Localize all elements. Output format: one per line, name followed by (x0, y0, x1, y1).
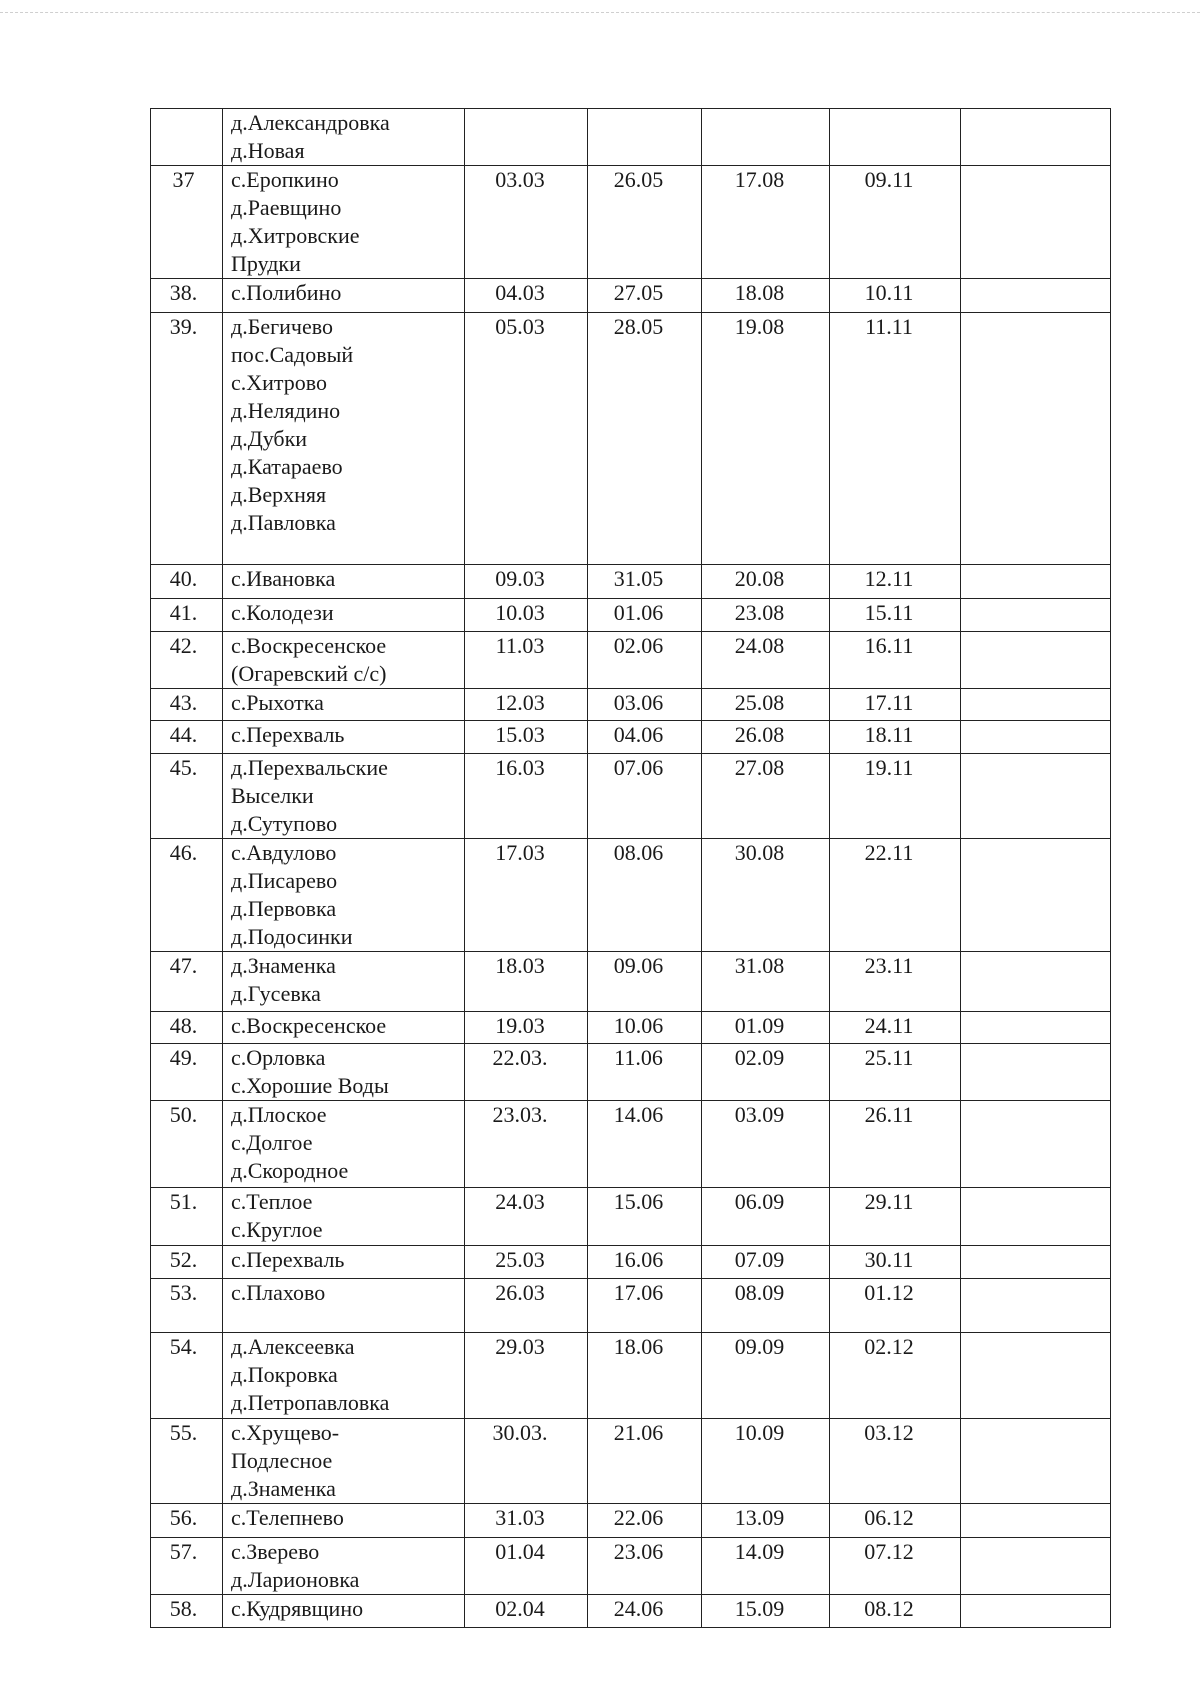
date-cell-4: 24.11 (830, 1012, 961, 1044)
table-row (151, 1538, 1111, 1595)
date-cell-3: 06.09 (702, 1188, 830, 1246)
date-cell-1: 23.03. (465, 1101, 588, 1188)
notes-cell (961, 839, 1111, 952)
settlement-name: с.Зверево (231, 1539, 320, 1564)
table-row (151, 599, 1111, 632)
date-cell-3: 26.08 (702, 721, 830, 754)
date-cell-4: 12.11 (830, 565, 961, 599)
row-number: 46. (151, 839, 223, 952)
notes-cell (961, 1419, 1111, 1504)
notes-cell (961, 565, 1111, 599)
settlement-name: с.Ивановка (231, 566, 336, 591)
notes-cell (961, 313, 1111, 565)
row-number: 47. (151, 952, 223, 1012)
table-row (151, 754, 1111, 839)
settlements-cell (223, 1504, 465, 1538)
row-number: 52. (151, 1246, 223, 1279)
settlement-name: д.Катараево (231, 454, 343, 479)
notes-cell (961, 1101, 1111, 1188)
row-number: 58. (151, 1595, 223, 1628)
settlement-name: д.Плоское (231, 1102, 327, 1127)
date-cell-4: 02.12 (830, 1333, 961, 1419)
date-cell-1: 10.03 (465, 599, 588, 632)
settlement-name: д.Ларионовка (231, 1567, 360, 1592)
date-cell-1: 25.03 (465, 1246, 588, 1279)
date-cell-4: 25.11 (830, 1044, 961, 1101)
date-cell-3: 13.09 (702, 1504, 830, 1538)
settlements-cell (223, 754, 465, 839)
date-cell-3: 19.08 (702, 313, 830, 565)
date-cell-3: 27.08 (702, 754, 830, 839)
date-cell-2: 09.06 (588, 952, 702, 1012)
date-cell-1: 17.03 (465, 839, 588, 952)
notes-cell (961, 952, 1111, 1012)
date-cell-2: 28.05 (588, 313, 702, 565)
date-cell-2: 14.06 (588, 1101, 702, 1188)
date-cell-4 (830, 109, 961, 166)
row-number: 40. (151, 565, 223, 599)
date-cell-3 (702, 109, 830, 166)
notes-cell (961, 1279, 1111, 1333)
date-cell-1: 04.03 (465, 279, 588, 313)
notes-cell (961, 1246, 1111, 1279)
table-row (151, 1419, 1111, 1504)
table-row (151, 109, 1111, 166)
settlements-cell (223, 1538, 465, 1595)
date-cell-2: 31.05 (588, 565, 702, 599)
date-cell-3: 18.08 (702, 279, 830, 313)
date-cell-1: 11.03 (465, 632, 588, 689)
row-number: 50. (151, 1101, 223, 1188)
date-cell-2: 04.06 (588, 721, 702, 754)
table-row (151, 313, 1111, 565)
date-cell-4: 10.11 (830, 279, 961, 313)
table-row (151, 166, 1111, 279)
settlement-name: с.Телепнево (231, 1505, 344, 1530)
notes-cell (961, 279, 1111, 313)
settlement-name: (Огаревский с/с) (231, 661, 387, 686)
date-cell-2: 16.06 (588, 1246, 702, 1279)
date-cell-4: 06.12 (830, 1504, 961, 1538)
date-cell-2: 15.06 (588, 1188, 702, 1246)
notes-cell (961, 599, 1111, 632)
table-row (151, 1044, 1111, 1101)
table-row (151, 1333, 1111, 1419)
row-number: 39. (151, 313, 223, 565)
settlements-cell (223, 1044, 465, 1101)
notes-cell (961, 1538, 1111, 1595)
date-cell-2: 23.06 (588, 1538, 702, 1595)
date-cell-2: 02.06 (588, 632, 702, 689)
date-cell-4: 29.11 (830, 1188, 961, 1246)
schedule-table (150, 108, 1111, 1628)
date-cell-4: 17.11 (830, 689, 961, 721)
settlement-name: с.Хорошие Воды (231, 1073, 389, 1098)
date-cell-3: 02.09 (702, 1044, 830, 1101)
settlement-name: д.Петропавловка (231, 1390, 390, 1415)
settlement-name: с.Плахово (231, 1280, 326, 1305)
date-cell-3: 20.08 (702, 565, 830, 599)
date-cell-3: 31.08 (702, 952, 830, 1012)
settlement-name: д.Александровка (231, 110, 390, 135)
settlements-cell (223, 1012, 465, 1044)
settlement-name: с.Кудрявщино (231, 1596, 364, 1621)
settlements-cell (223, 689, 465, 721)
settlement-name: д.Раевщино (231, 195, 342, 220)
date-cell-2: 03.06 (588, 689, 702, 721)
row-number: 51. (151, 1188, 223, 1246)
settlement-name: с.Орловка (231, 1045, 326, 1070)
settlement-name: д.Верхняя (231, 482, 327, 507)
settlement-name: Подлесное (231, 1448, 333, 1473)
settlement-name: д.Покровка (231, 1362, 338, 1387)
settlements-cell (223, 721, 465, 754)
settlement-name: Выселки (231, 783, 314, 808)
date-cell-2 (588, 109, 702, 166)
notes-cell (961, 1504, 1111, 1538)
row-number: 45. (151, 754, 223, 839)
settlement-name: д.Писарево (231, 868, 338, 893)
table-row (151, 839, 1111, 952)
settlement-name: д.Скородное (231, 1158, 349, 1183)
settlement-name: с.Колодези (231, 600, 334, 625)
table-row (151, 952, 1111, 1012)
date-cell-1: 30.03. (465, 1419, 588, 1504)
row-number: 56. (151, 1504, 223, 1538)
settlement-name: д.Дубки (231, 426, 308, 451)
date-cell-2: 07.06 (588, 754, 702, 839)
settlements-cell (223, 166, 465, 279)
date-cell-1: 19.03 (465, 1012, 588, 1044)
settlement-name: д.Знаменка (231, 1476, 336, 1501)
settlements-cell (223, 1246, 465, 1279)
date-cell-2: 26.05 (588, 166, 702, 279)
settlement-name: Прудки (231, 251, 301, 276)
date-cell-3: 17.08 (702, 166, 830, 279)
date-cell-3: 10.09 (702, 1419, 830, 1504)
table-row (151, 721, 1111, 754)
settlement-name: д.Нелядино (231, 398, 341, 423)
row-number: 49. (151, 1044, 223, 1101)
date-cell-1: 26.03 (465, 1279, 588, 1333)
settlement-name: с.Воскресенское (231, 1013, 387, 1038)
settlement-name: д.Алексеевка (231, 1334, 355, 1359)
date-cell-2: 01.06 (588, 599, 702, 632)
row-number: 44. (151, 721, 223, 754)
settlement-name: д.Бегичево (231, 314, 333, 339)
date-cell-1 (465, 109, 588, 166)
table-row (151, 1279, 1111, 1333)
settlements-cell (223, 313, 465, 565)
settlement-name: с.Авдулово (231, 840, 337, 865)
date-cell-4: 01.12 (830, 1279, 961, 1333)
table-row (151, 1504, 1111, 1538)
date-cell-1: 01.04 (465, 1538, 588, 1595)
settlement-name: д.Первовка (231, 896, 337, 921)
settlements-cell (223, 1333, 465, 1419)
date-cell-3: 30.08 (702, 839, 830, 952)
date-cell-3: 09.09 (702, 1333, 830, 1419)
table-row (151, 1012, 1111, 1044)
settlement-name: пос.Садовый (231, 342, 354, 367)
date-cell-1: 02.04 (465, 1595, 588, 1628)
row-number: 55. (151, 1419, 223, 1504)
table-row (151, 565, 1111, 599)
settlement-name: с.Воскресенское (231, 633, 387, 658)
notes-cell (961, 721, 1111, 754)
row-number: 37 (151, 166, 223, 279)
date-cell-1: 24.03 (465, 1188, 588, 1246)
row-number: 57. (151, 1538, 223, 1595)
settlements-cell (223, 565, 465, 599)
settlement-name: с.Теплое (231, 1189, 313, 1214)
date-cell-4: 26.11 (830, 1101, 961, 1188)
date-cell-4: 11.11 (830, 313, 961, 565)
date-cell-1: 12.03 (465, 689, 588, 721)
date-cell-4: 22.11 (830, 839, 961, 952)
date-cell-4: 30.11 (830, 1246, 961, 1279)
date-cell-4: 16.11 (830, 632, 961, 689)
settlement-name: с.Хрущево- (231, 1420, 340, 1445)
date-cell-2: 22.06 (588, 1504, 702, 1538)
settlements-cell (223, 1595, 465, 1628)
row-number: 48. (151, 1012, 223, 1044)
table-row (151, 1595, 1111, 1628)
settlement-name: с.Еропкино (231, 167, 339, 192)
date-cell-2: 17.06 (588, 1279, 702, 1333)
date-cell-1: 22.03. (465, 1044, 588, 1101)
row-number: 43. (151, 689, 223, 721)
date-cell-1: 15.03 (465, 721, 588, 754)
table-row (151, 689, 1111, 721)
date-cell-4: 23.11 (830, 952, 961, 1012)
settlement-name: д.Новая (231, 138, 305, 163)
date-cell-1: 18.03 (465, 952, 588, 1012)
notes-cell (961, 1595, 1111, 1628)
date-cell-2: 11.06 (588, 1044, 702, 1101)
notes-cell (961, 166, 1111, 279)
settlement-name: д.Подосинки (231, 924, 353, 949)
settlement-name: с.Круглое (231, 1217, 323, 1242)
date-cell-3: 08.09 (702, 1279, 830, 1333)
date-cell-3: 15.09 (702, 1595, 830, 1628)
date-cell-1: 29.03 (465, 1333, 588, 1419)
settlements-cell (223, 839, 465, 952)
date-cell-3: 23.08 (702, 599, 830, 632)
schedule-table-body (151, 109, 1111, 1628)
settlements-cell (223, 599, 465, 632)
settlement-name: с.Долгое (231, 1130, 313, 1155)
notes-cell (961, 109, 1111, 166)
settlement-name: д.Павловка (231, 510, 336, 535)
date-cell-4: 09.11 (830, 166, 961, 279)
date-cell-3: 24.08 (702, 632, 830, 689)
settlements-cell (223, 279, 465, 313)
settlement-name: с.Хитрово (231, 370, 328, 395)
notes-cell (961, 1188, 1111, 1246)
settlement-name: д.Знаменка (231, 953, 336, 978)
date-cell-4: 18.11 (830, 721, 961, 754)
notes-cell (961, 754, 1111, 839)
settlement-name: с.Перехваль (231, 1247, 345, 1272)
row-number: 53. (151, 1279, 223, 1333)
date-cell-4: 07.12 (830, 1538, 961, 1595)
date-cell-1: 16.03 (465, 754, 588, 839)
notes-cell (961, 1333, 1111, 1419)
table-row (151, 632, 1111, 689)
table-row (151, 1246, 1111, 1279)
date-cell-4: 15.11 (830, 599, 961, 632)
settlements-cell (223, 1188, 465, 1246)
date-cell-2: 10.06 (588, 1012, 702, 1044)
date-cell-3: 25.08 (702, 689, 830, 721)
table-row (151, 1101, 1111, 1188)
settlements-cell (223, 632, 465, 689)
page-top-edge (0, 12, 1200, 13)
notes-cell (961, 1044, 1111, 1101)
notes-cell (961, 689, 1111, 721)
table-row (151, 279, 1111, 313)
date-cell-2: 08.06 (588, 839, 702, 952)
settlement-name: д.Сутупово (231, 811, 338, 836)
notes-cell (961, 632, 1111, 689)
settlement-name: д.Хитровские (231, 223, 360, 248)
row-number: 42. (151, 632, 223, 689)
date-cell-4: 19.11 (830, 754, 961, 839)
settlements-cell (223, 109, 465, 166)
date-cell-1: 09.03 (465, 565, 588, 599)
settlement-name: д.Гусевка (231, 981, 321, 1006)
row-number (151, 109, 223, 166)
row-number: 54. (151, 1333, 223, 1419)
table-row (151, 1188, 1111, 1246)
date-cell-2: 24.06 (588, 1595, 702, 1628)
settlement-name: д.Перехвальские (231, 755, 388, 780)
date-cell-1: 03.03 (465, 166, 588, 279)
settlement-name: с.Перехваль (231, 722, 345, 747)
date-cell-3: 14.09 (702, 1538, 830, 1595)
date-cell-4: 03.12 (830, 1419, 961, 1504)
settlement-name: с.Рыхотка (231, 690, 324, 715)
row-number: 41. (151, 599, 223, 632)
settlements-cell (223, 1279, 465, 1333)
settlements-cell (223, 952, 465, 1012)
settlement-name: с.Полибино (231, 280, 342, 305)
date-cell-3: 01.09 (702, 1012, 830, 1044)
date-cell-4: 08.12 (830, 1595, 961, 1628)
date-cell-2: 27.05 (588, 279, 702, 313)
date-cell-2: 21.06 (588, 1419, 702, 1504)
row-number: 38. (151, 279, 223, 313)
date-cell-3: 07.09 (702, 1246, 830, 1279)
settlements-cell (223, 1419, 465, 1504)
date-cell-1: 31.03 (465, 1504, 588, 1538)
settlements-cell (223, 1101, 465, 1188)
date-cell-3: 03.09 (702, 1101, 830, 1188)
date-cell-1: 05.03 (465, 313, 588, 565)
date-cell-2: 18.06 (588, 1333, 702, 1419)
notes-cell (961, 1012, 1111, 1044)
